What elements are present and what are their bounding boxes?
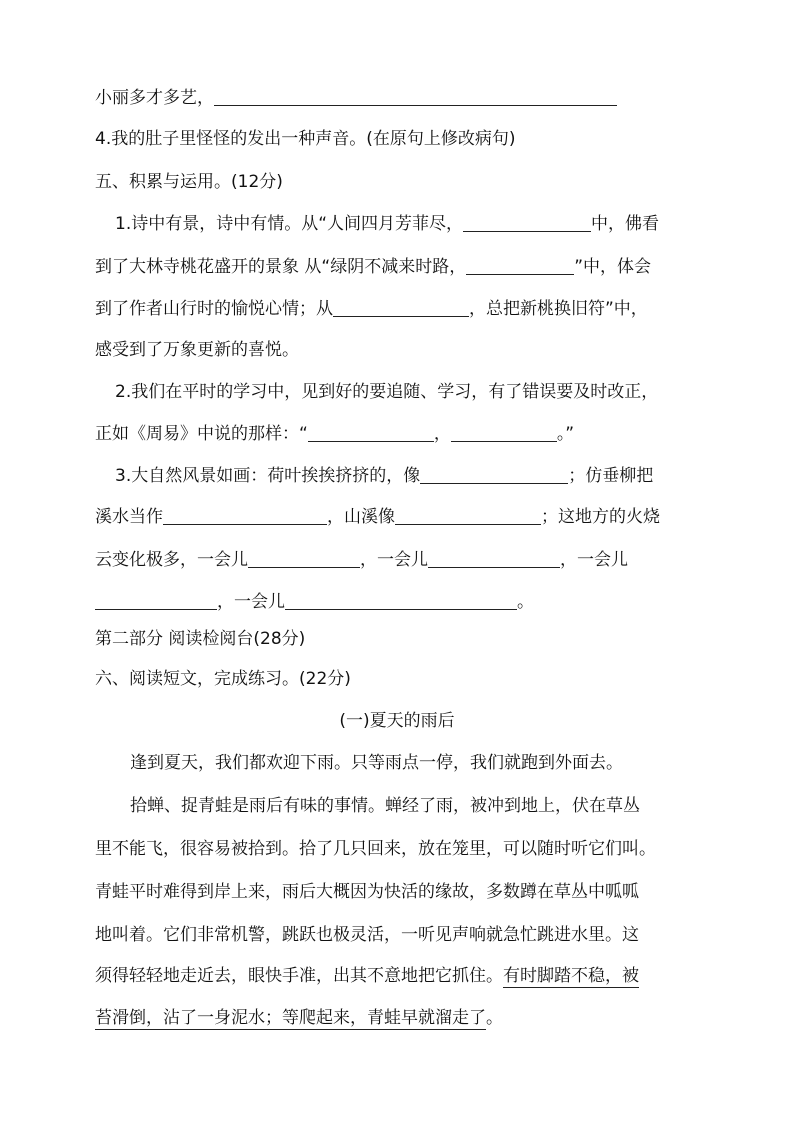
p1-line2 <box>95 255 734 279</box>
p3-text: ，山溪像 <box>327 507 395 527</box>
q4-line <box>95 127 734 151</box>
p3-line1 <box>115 464 734 488</box>
p3-text: ，一会儿 <box>560 550 628 570</box>
p3-text: ；这地方的火烧 <box>541 507 660 527</box>
answer-blank[interactable] <box>163 506 327 525</box>
section-5-title <box>95 170 734 194</box>
p2-text: 正如《周易》中说的那样：“ <box>95 424 308 444</box>
p3-line3 <box>95 548 734 572</box>
p3-text: 溪水当作 <box>95 507 163 527</box>
passage-text: 拾蝉、捉青蛙是雨后有味的事情。蝉经了雨，被冲到地上，伏在草丛 <box>130 796 640 816</box>
passage-title <box>0 709 794 733</box>
p1-text: 到了作者山行时的愉悦心情；从 <box>95 299 333 319</box>
p3-line2 <box>95 505 734 529</box>
passage-text: 青蛙平时难得到岸上来，雨后大概因为快活的缘故，多数蹲在草丛中呱呱 <box>95 882 639 902</box>
p2-text: 2.我们在平时的学习中，见到好的要追随、学习，有了错误要及时改正， <box>115 382 659 402</box>
passage-title-text: (一)夏天的雨后 <box>339 711 455 731</box>
passage-text: 逢到夏天，我们都欢迎下雨。只等雨点一停，我们就跑到外面去。 <box>130 753 623 773</box>
p1-line1 <box>115 212 734 236</box>
p3-text: ，一会儿 <box>360 550 428 570</box>
passage-text: 里不能飞，很容易被拾到。拾了几只回来，放在笼里，可以随时听它们叫。 <box>95 839 656 859</box>
answer-blank[interactable] <box>285 591 517 610</box>
p1-text: 1.诗中有景，诗中有情。从“人间四月芳菲尽， <box>115 214 464 234</box>
p3-text: ；仿垂柳把 <box>568 466 654 486</box>
p1-text: 中，佛看 <box>591 214 660 234</box>
answer-blank[interactable] <box>308 423 434 442</box>
answer-blank[interactable] <box>420 465 568 484</box>
p1-text: ，总把新桃换旧符”中， <box>469 299 648 319</box>
answer-blank[interactable] <box>466 256 574 275</box>
passage-line <box>130 751 734 775</box>
passage-line <box>95 837 734 861</box>
answer-blank[interactable] <box>463 213 591 232</box>
q4-text: 4.我的肚子里怪怪的发出一种声音。(在原句上修改病句) <box>95 129 516 149</box>
part-2-title <box>95 627 734 651</box>
answer-blank[interactable] <box>395 506 541 525</box>
part-2-title-text: 第二部分 阅读检阅台(28分) <box>95 629 306 649</box>
answer-blank[interactable] <box>451 423 557 442</box>
passage-text: 须得轻轻地走近去，眼快手准，出其不意地把它抓住。 <box>95 966 503 986</box>
section-6-title-text: 六、阅读短文，完成练习。(22分) <box>95 669 351 689</box>
q3-prefix: 小丽多才多艺， <box>95 88 214 108</box>
section-5-title-text: 五、积累与运用。(12分) <box>95 172 283 192</box>
answer-blank[interactable] <box>214 87 617 106</box>
passage-line <box>95 964 734 988</box>
passage-line <box>95 880 734 904</box>
p2-line2 <box>95 422 734 446</box>
passage-line <box>95 1006 734 1030</box>
p3-text: ，一会儿 <box>217 592 285 612</box>
passage-line <box>130 794 734 818</box>
p1-line4 <box>95 338 734 362</box>
p2-text: 。” <box>556 424 575 444</box>
p3-text: 。 <box>517 592 534 612</box>
q3-line <box>95 86 734 110</box>
underlined-sentence: 有时脚踏不稳，被 <box>503 966 639 986</box>
underlined-sentence: 苔滑倒，沾了一身泥水；等爬起来，青蛙早就溜走了 <box>95 1008 486 1028</box>
p1-line3 <box>95 297 734 321</box>
answer-blank[interactable] <box>333 298 469 317</box>
p1-text: 到了大林寺桃花盛开的景象 从“绿阴不减来时路， <box>95 257 467 277</box>
passage-text: 地叫着。它们非常机警，跳跃也极灵活，一听见声响就急忙跳进水里。这 <box>95 925 639 945</box>
answer-blank[interactable] <box>248 549 360 568</box>
p3-text: 云变化极多，一会儿 <box>95 550 248 570</box>
answer-blank[interactable] <box>428 549 560 568</box>
p2-line1 <box>115 380 734 404</box>
p1-text: ”中，体会 <box>574 257 652 277</box>
p3-text: 3.大自然风景如画：荷叶挨挨挤挤的，像 <box>115 466 421 486</box>
p2-text: ， <box>433 424 451 444</box>
p1-text: 感受到了万象更新的喜悦。 <box>95 340 299 360</box>
passage-text: 。 <box>486 1008 503 1028</box>
p3-line4 <box>95 590 734 614</box>
answer-blank[interactable] <box>95 591 217 610</box>
section-6-title <box>95 667 734 691</box>
passage-line <box>95 923 734 947</box>
